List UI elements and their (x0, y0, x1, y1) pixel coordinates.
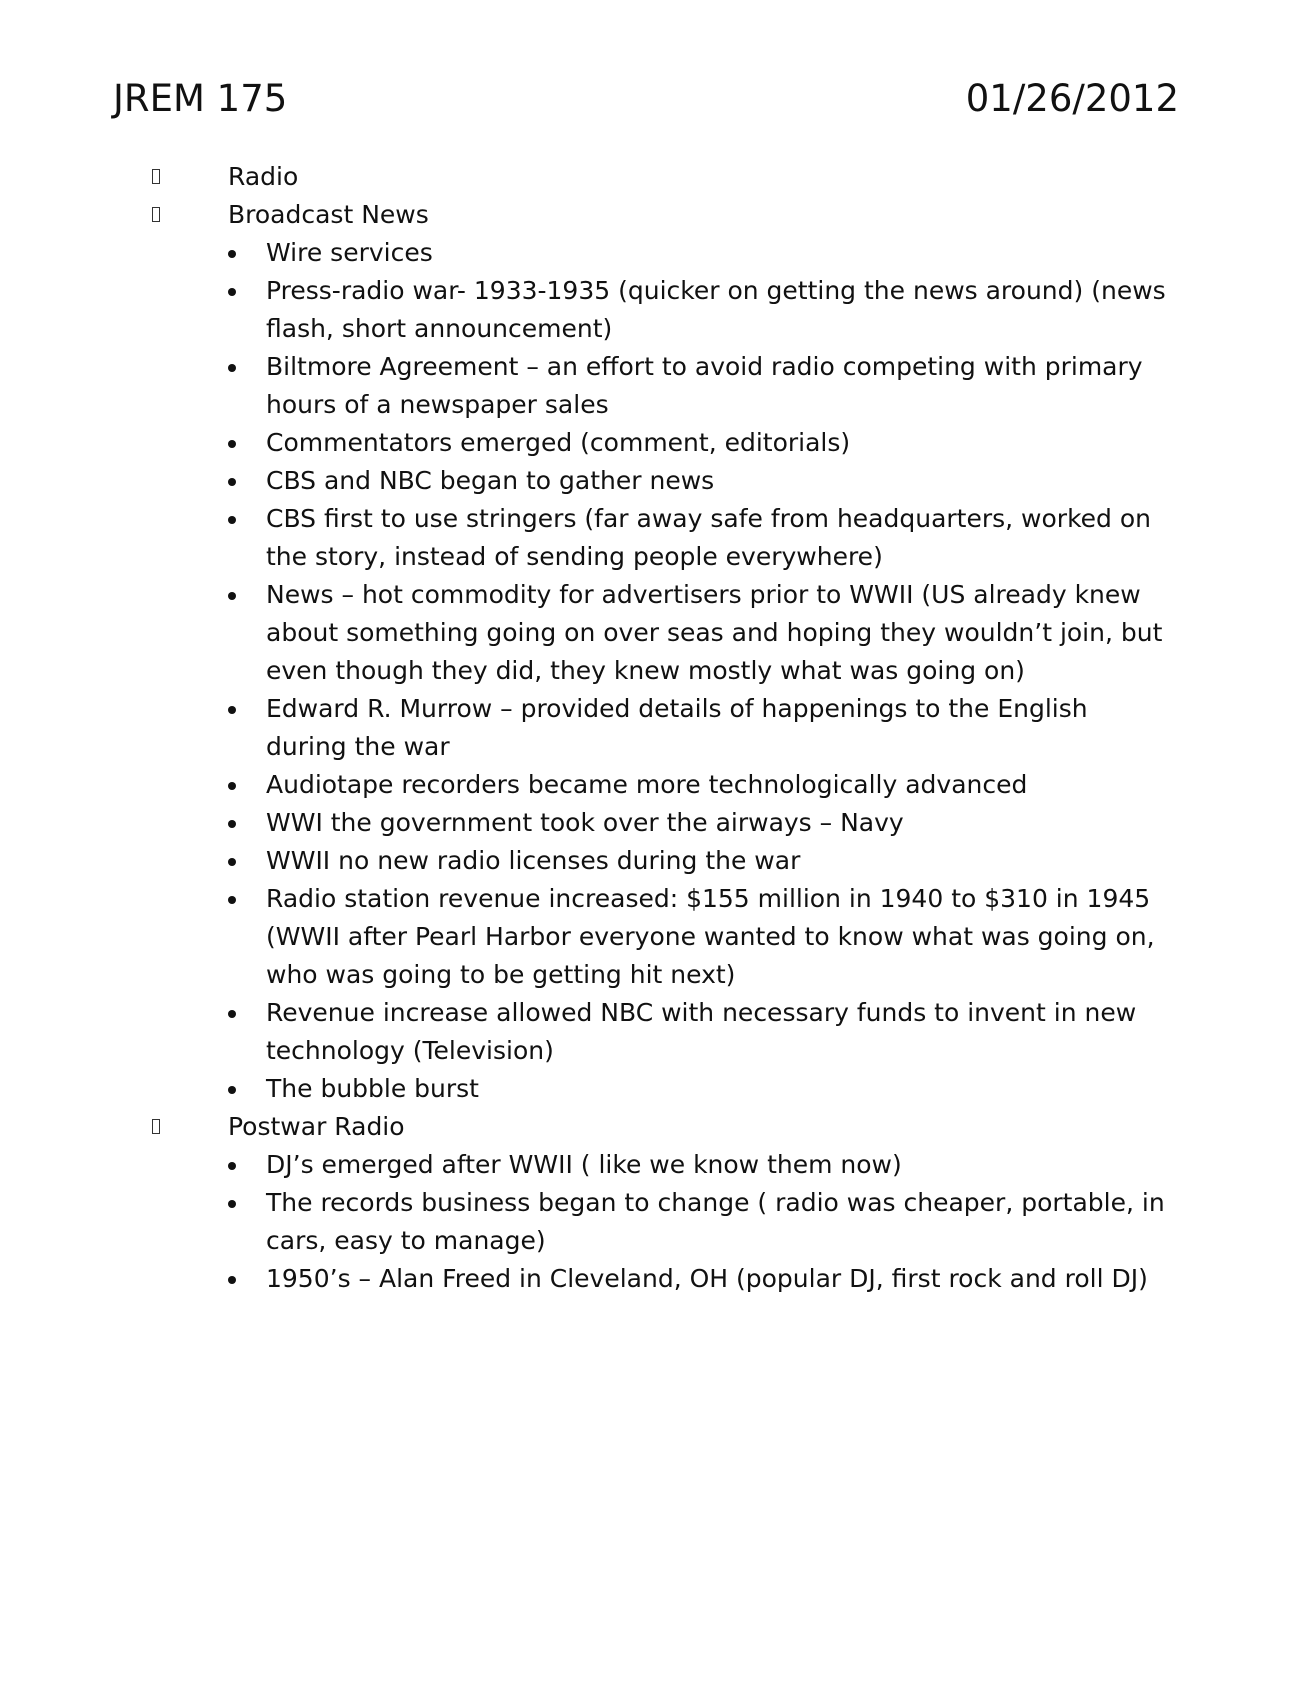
list-item (0, 766, 1306, 804)
list-item (0, 1260, 1306, 1298)
list-item-text: News – hot commodity for advertisers prior to WWII (US already knew about something going on over seas and hoping they wouldn’t join, but even though they did, they knew mostly what was going on) (266, 580, 1163, 685)
list-item-text: CBS first to use stringers (far away safe from headquarters, worked on the story, instead of sending people everywhere) (266, 504, 1151, 571)
list-item (0, 994, 1306, 1070)
list-item (0, 690, 1306, 766)
list-item-text: WWII no new radio licenses during the war (266, 846, 801, 875)
list-item-text: Audiotape recorders became more technologically advanced (266, 770, 1028, 799)
list-item-text: The records business began to change ( radio was cheaper, portable, in cars, easy to manage) (266, 1188, 1165, 1255)
list-item (0, 424, 1306, 462)
list-item-text: Wire services (266, 238, 433, 267)
list-item (0, 1184, 1306, 1260)
outline-section (0, 158, 1306, 196)
list-item-text: Revenue increase allowed NBC with necessary funds to invent in new technology (Television) (266, 998, 1137, 1065)
list-item-text: Radio station revenue increased: $155 million in 1940 to $310 in 1945 (WWII after Pearl Harbor everyone wanted to know what was going on, who was going to be getting hit next) (266, 884, 1155, 989)
course-title: JREM 175 (113, 77, 288, 120)
bullet-icon (228, 1200, 236, 1208)
list-item (0, 272, 1306, 348)
bullet-icon (228, 592, 236, 600)
section-heading (0, 196, 1306, 234)
list-item (0, 500, 1306, 576)
section-heading (0, 158, 1306, 196)
bullet-list (0, 1146, 1306, 1298)
list-item-text: Biltmore Agreement – an effort to avoid radio competing with primary hours of a newspaper sales (266, 352, 1143, 419)
list-item-text: Press-radio war- 1933-1935 (quicker on getting the news around) (news flash, short announcement) (266, 276, 1166, 343)
bullet-icon (228, 440, 236, 448)
bullet-icon (228, 858, 236, 866)
bullet-icon (228, 250, 236, 258)
list-item-text: WWI the government took over the airways – Navy (266, 808, 904, 837)
list-item-text: The bubble burst (266, 1074, 479, 1103)
outline-section (0, 196, 1306, 1108)
bullet-icon (228, 478, 236, 486)
section-heading (0, 1108, 1306, 1146)
bullet-icon (228, 1162, 236, 1170)
list-item-text: Edward R. Murrow – provided details of happenings to the English during the war (266, 694, 1088, 761)
list-item-text: CBS and NBC began to gather news (266, 466, 715, 495)
list-item (0, 804, 1306, 842)
bullet-list (0, 234, 1306, 1108)
list-item (0, 576, 1306, 690)
bullet-icon (228, 364, 236, 372)
section-marker-icon (152, 207, 160, 222)
bullet-icon (228, 782, 236, 790)
list-item (0, 880, 1306, 994)
section-title: Broadcast News (228, 200, 429, 229)
list-item (0, 234, 1306, 272)
outline-section (0, 1108, 1306, 1298)
list-item (0, 1070, 1306, 1108)
section-marker-icon (152, 1119, 160, 1134)
bullet-icon (228, 288, 236, 296)
document-date: 01/26/2012 (965, 77, 1179, 120)
section-marker-icon (152, 169, 160, 184)
document-header (113, 74, 1179, 124)
list-item (0, 1146, 1306, 1184)
list-item-text: DJ’s emerged after WWII ( like we know them now) (266, 1150, 902, 1179)
bullet-icon (228, 1086, 236, 1094)
list-item-text: 1950’s – Alan Freed in Cleveland, OH (popular DJ, first rock and roll DJ) (266, 1264, 1148, 1293)
notes-outline (0, 158, 1306, 1298)
section-title: Radio (228, 162, 299, 191)
bullet-icon (228, 1010, 236, 1018)
list-item (0, 348, 1306, 424)
section-title: Postwar Radio (228, 1112, 405, 1141)
bullet-icon (228, 820, 236, 828)
list-item (0, 842, 1306, 880)
bullet-icon (228, 706, 236, 714)
bullet-icon (228, 896, 236, 904)
list-item-text: Commentators emerged (comment, editorials) (266, 428, 851, 457)
list-item (0, 462, 1306, 500)
bullet-icon (228, 516, 236, 524)
bullet-icon (228, 1276, 236, 1284)
